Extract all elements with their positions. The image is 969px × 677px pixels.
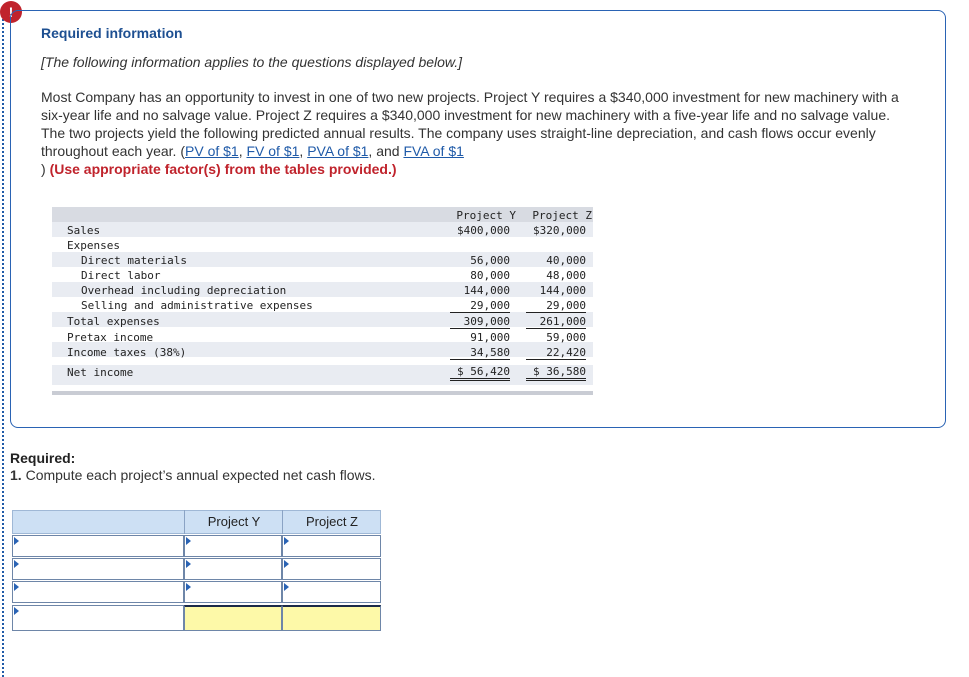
net-income-project-z: $ 36,580 [526,365,586,381]
pretax-income-project-z: 59,000 [546,331,586,344]
total-expenses-project-z: 261,000 [526,315,586,329]
required-question [10,467,376,483]
expenses-label: Expenses [67,239,120,252]
row-2-project-y-input[interactable] [184,558,282,580]
closing-paren: ) [41,161,46,177]
pva-of-1-link[interactable]: PVA of $1 [307,143,369,159]
net-cash-flows-answer-grid [12,510,381,633]
income-taxes-project-y: 34,580 [450,346,510,360]
direct-labor-label: Direct labor [81,269,161,282]
net-income-label: Net income [67,366,134,379]
separator: , [238,143,247,159]
total-expenses-project-y: 309,000 [450,315,510,329]
dropdown-arrow-icon [186,537,191,545]
income-taxes-label: Income taxes (38%) [67,346,187,359]
pretax-income-project-y: 91,000 [470,331,510,344]
answer-column-project-z: Project Z [282,510,381,534]
row-4-label-input[interactable] [12,605,184,631]
direct-materials-project-y: 56,000 [470,254,510,267]
direct-labor-project-z: 48,000 [546,269,586,282]
fva-of-1-link[interactable]: FVA of $1 [403,143,464,159]
dropdown-arrow-icon [14,560,19,568]
selling-admin-label: Selling and administrative expenses [81,299,313,312]
overhead-project-z: 144,000 [539,284,586,297]
required-heading: Required: [10,450,76,466]
row-2-project-z-input[interactable] [282,558,381,580]
row-3-project-y-input[interactable] [184,581,282,603]
required-information-subtitle: [The following information applies to the questions displayed below.] [41,54,463,70]
overhead-project-y: 144,000 [463,284,510,297]
question-number: 1. [10,467,22,483]
row-1-project-y-input[interactable] [184,535,282,557]
sales-project-y: $400,000 [457,224,510,237]
dropdown-arrow-icon [284,583,289,591]
net-income-project-y: $ 56,420 [450,365,510,381]
separator: , [299,143,308,159]
fv-of-1-link[interactable]: FV of $1 [246,143,300,159]
direct-materials-label: Direct materials [81,254,187,267]
row-1-label-input[interactable] [12,535,184,557]
overhead-label: Overhead including depreciation [81,284,287,297]
row-stripe [52,222,593,237]
total-expenses-label: Total expenses [67,315,160,328]
row-2-label-input[interactable] [12,558,184,580]
selling-admin-project-z: 29,000 [526,299,586,313]
net-cash-flow-project-z-input[interactable] [282,605,381,631]
dropdown-arrow-icon [284,560,289,568]
dropdown-arrow-icon [186,583,191,591]
net-cash-flow-project-y-input[interactable] [184,605,282,631]
question-text: Compute each project’s annual expected net cash flows. [21,467,376,483]
dropdown-arrow-icon [14,537,19,545]
row-3-project-z-input[interactable] [282,581,381,603]
answer-column-project-y: Project Y [184,510,283,534]
direct-materials-project-z: 40,000 [546,254,586,267]
sales-label: Sales [67,224,101,237]
left-dotted-border [2,6,4,677]
selling-admin-project-y: 29,000 [450,299,510,313]
required-information-title: Required information [41,25,183,41]
dropdown-arrow-icon [284,537,289,545]
column-header-project-z: Project Z [532,209,592,222]
sales-project-z: $320,000 [533,224,586,237]
row-1-project-z-input[interactable] [282,535,381,557]
pretax-income-label: Pretax income [67,331,154,344]
dropdown-arrow-icon [14,607,19,615]
factor-instruction: (Use appropriate factor(s) from the tables provided.) [49,161,397,177]
pv-of-1-link[interactable]: PV of $1 [185,143,239,159]
row-3-label-input[interactable] [12,581,184,603]
separator: , and [368,143,404,159]
problem-statement [41,88,903,178]
dropdown-arrow-icon [14,583,19,591]
dropdown-arrow-icon [186,560,191,568]
table-bottom-band [52,391,593,395]
column-header-project-y: Project Y [456,209,516,222]
predicted-annual-results-table [52,207,593,395]
exclamation-icon: ! [0,1,22,23]
income-taxes-project-z: 22,420 [526,346,586,360]
problem-body-text: Most Company has an opportunity to invest in one of two new projects. Project Y requires a $340,000 investment for new machinery with a six-year life and no salvage value. Project Z requires a $340,000 investment for new machinery with a five-year life and no salvage value. The two projects yield the following predicted annual results. The company uses straight-line depreciation, and cash flows occur evenly throughout each year. ( [41,89,899,159]
direct-labor-project-y: 80,000 [470,269,510,282]
